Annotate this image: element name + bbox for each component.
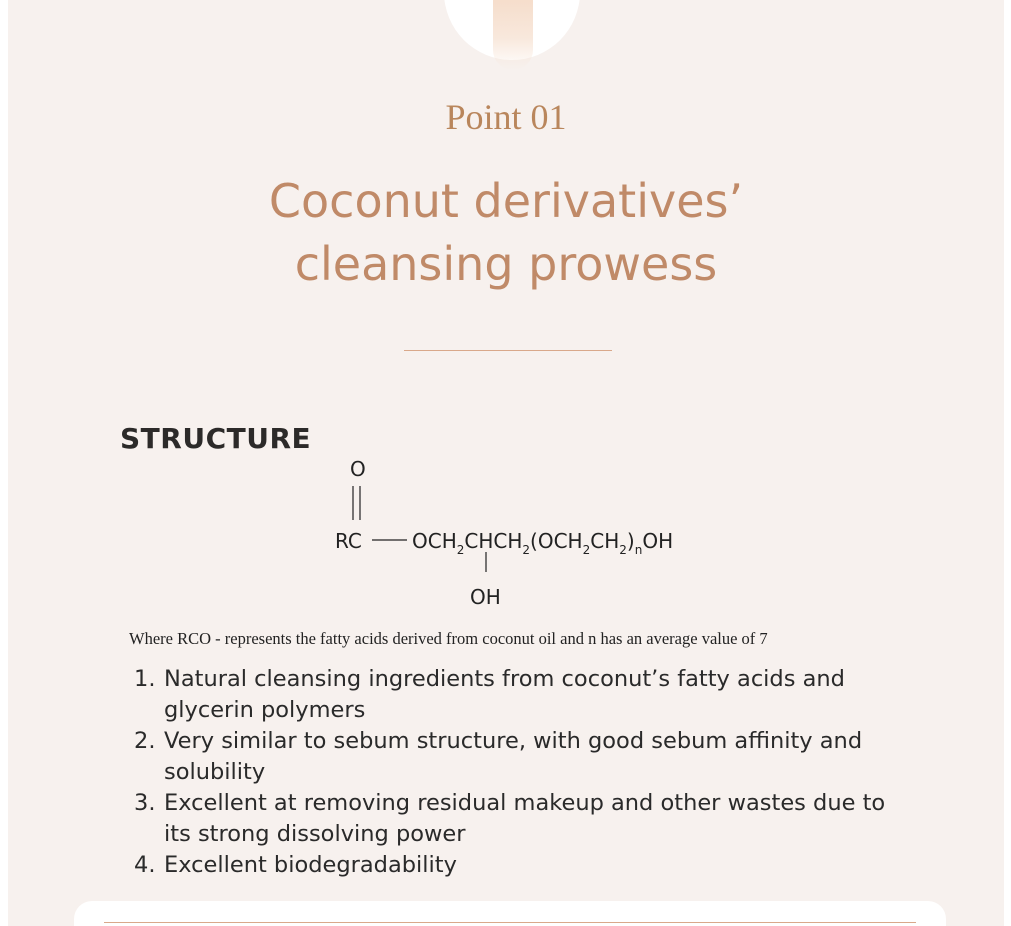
divider bbox=[404, 350, 612, 351]
feature-number: 2. bbox=[134, 728, 156, 754]
chain-och2: (OCH bbox=[530, 529, 583, 553]
formula-rc: RC bbox=[335, 529, 362, 553]
chain-chch: CHCH bbox=[464, 529, 523, 553]
feature-number: 1. bbox=[134, 666, 156, 692]
feature-text-line-1: Excellent biodegradability bbox=[164, 852, 457, 878]
chain-och: OCH bbox=[412, 529, 457, 553]
feature-text-line-1: Excellent at removing residual makeup and other wastes due to bbox=[164, 790, 886, 816]
headline-line-1: Coconut derivatives’ bbox=[268, 174, 744, 228]
point-label: Point 01 bbox=[445, 97, 567, 137]
feature-text-line-2: glycerin polymers bbox=[164, 697, 366, 723]
next-section-divider bbox=[104, 922, 916, 923]
formula-carbonyl-o: O bbox=[350, 457, 366, 481]
chain-close: ) bbox=[626, 529, 635, 553]
chain-ch: CH bbox=[590, 529, 620, 553]
headline bbox=[8, 170, 1004, 296]
feature-number: 3. bbox=[134, 790, 156, 816]
feature-item bbox=[134, 788, 924, 850]
sub-2-d: 2 bbox=[619, 543, 627, 557]
structure-title: STRUCTURE bbox=[120, 422, 312, 455]
sub-n: n bbox=[634, 543, 643, 557]
formula-caption: Where RCO - represents the fatty acids derived from coconut oil and n has an average value of 7 bbox=[129, 629, 768, 648]
petal-decoration bbox=[493, 0, 533, 70]
feature-text-line-2: its strong dissolving power bbox=[164, 821, 466, 847]
sub-2-b: 2 bbox=[522, 543, 531, 557]
feature-text-line-2: solubility bbox=[164, 759, 266, 785]
feature-text-line-1: Natural cleansing ingredients from coconut’s fatty acids and bbox=[164, 666, 845, 692]
content-panel bbox=[8, 0, 1004, 926]
feature-number: 4. bbox=[134, 852, 156, 878]
headline-line-2: cleansing prowess bbox=[294, 237, 718, 291]
feature-item bbox=[134, 850, 924, 881]
chain-oh: OH bbox=[642, 529, 674, 553]
feature-item bbox=[134, 726, 924, 788]
formula-branch-oh: OH bbox=[470, 585, 501, 609]
sub-2-c: 2 bbox=[582, 543, 591, 557]
feature-item bbox=[134, 664, 924, 726]
sub-2-a: 2 bbox=[456, 543, 465, 557]
chemical-structure-formula bbox=[308, 454, 728, 614]
feature-text-line-1: Very similar to sebum structure, with good sebum affinity and bbox=[164, 728, 863, 754]
feature-list bbox=[134, 664, 924, 881]
formula-chain bbox=[412, 529, 673, 557]
